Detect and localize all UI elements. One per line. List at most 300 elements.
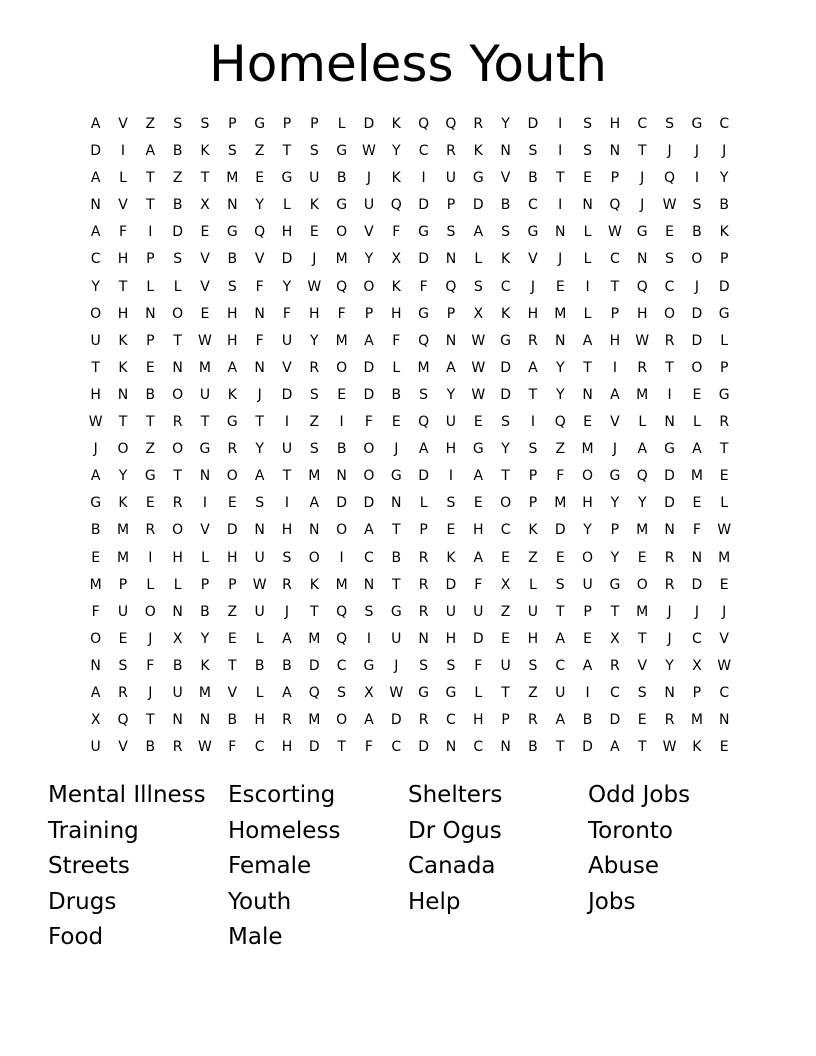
grid-letter: G <box>609 468 621 485</box>
grid-letter: N <box>199 712 211 729</box>
grid-letter: L <box>119 170 127 187</box>
grid-letter: R <box>446 143 456 160</box>
grid-letter: N <box>718 712 730 729</box>
grid-letter: S <box>419 657 429 674</box>
grid-letter: S <box>309 441 319 458</box>
grid-letter: G <box>390 603 402 620</box>
grid-letter: C <box>500 522 511 539</box>
grid-letter: E <box>118 630 128 647</box>
grid-letter: Y <box>255 441 264 458</box>
grid-letter: D <box>554 522 566 539</box>
grid-letter: J <box>257 386 262 403</box>
grid-letter: K <box>227 386 237 403</box>
grid-letter: U <box>172 684 183 701</box>
grid-letter: N <box>582 386 593 403</box>
grid-letter: L <box>474 251 483 268</box>
grid-letter: R <box>172 414 183 431</box>
grid-letter: P <box>364 305 374 322</box>
grid-letter: R <box>418 712 429 729</box>
grid-letter: Q <box>664 170 676 187</box>
grid-letter: L <box>283 197 291 214</box>
grid-letter: L <box>201 549 209 566</box>
grid-row <box>82 221 738 248</box>
word-list-item: Odd Jobs <box>588 782 691 808</box>
grid-letter: R <box>418 603 429 620</box>
grid-letter: D <box>500 359 511 376</box>
word-list-item: Help <box>408 888 461 915</box>
grid-letter: Z <box>500 603 511 620</box>
grid-letter: O <box>336 522 348 539</box>
letter-grid <box>82 113 738 763</box>
grid-letter: I <box>148 549 153 566</box>
grid-letter: P <box>228 576 237 593</box>
grid-letter: I <box>448 468 453 485</box>
grid-letter: D <box>308 739 320 756</box>
grid-letter: C <box>555 657 566 674</box>
grid-letter: C <box>691 630 702 647</box>
grid-letter: P <box>719 359 729 376</box>
grid-letter: L <box>720 332 729 349</box>
grid-letter: L <box>692 414 701 431</box>
grid-letter: T <box>391 576 401 593</box>
grid-letter: D <box>691 305 703 322</box>
grid-letter: K <box>309 197 319 214</box>
grid-letter: S <box>419 386 429 403</box>
grid-letter: W <box>307 278 322 295</box>
grid-letter: E <box>473 414 483 431</box>
grid-letter: M <box>636 522 649 539</box>
grid-letter: J <box>558 251 563 268</box>
grid-letter: B <box>528 170 538 187</box>
grid-letter: B <box>90 522 101 539</box>
grid-letter: O <box>117 441 129 458</box>
grid-letter: R <box>610 657 620 674</box>
word-list-item: Streets <box>48 853 130 880</box>
grid-letter: E <box>446 522 456 539</box>
grid-letter: E <box>719 739 729 756</box>
grid-letter: N <box>636 251 648 268</box>
grid-letter: T <box>610 278 620 295</box>
grid-letter: D <box>691 576 703 593</box>
grid-letter: E <box>255 170 265 187</box>
grid-letter: W <box>471 359 486 376</box>
grid-letter: T <box>91 359 100 376</box>
grid-letter: O <box>172 305 184 322</box>
grid-letter: W <box>252 576 267 593</box>
grid-letter: I <box>366 630 372 647</box>
grid-letter: F <box>392 332 401 349</box>
grid-letter: R <box>719 414 730 431</box>
grid-letter: G <box>527 224 539 241</box>
grid-letter: L <box>419 495 428 512</box>
grid-letter: E <box>391 414 401 431</box>
grid-row <box>82 465 738 492</box>
grid-letter: T <box>391 522 401 539</box>
grid-letter: R <box>664 712 675 729</box>
grid-letter: B <box>336 441 347 458</box>
grid-letter: D <box>363 359 375 376</box>
grid-letter: N <box>254 522 265 539</box>
grid-letter: D <box>90 143 102 160</box>
grid-letter: A <box>637 441 648 458</box>
grid-letter: O <box>336 712 348 729</box>
grid-letter: F <box>419 278 428 295</box>
grid-letter: T <box>146 170 155 187</box>
grid-letter: Y <box>118 468 128 485</box>
grid-letter: S <box>255 495 265 512</box>
grid-letter: R <box>637 359 648 376</box>
grid-letter: C <box>719 684 730 701</box>
grid-letter: Q <box>254 224 266 241</box>
grid-letter: C <box>364 549 374 566</box>
grid-letter: C <box>500 278 511 295</box>
grid-letter: A <box>692 441 702 458</box>
grid-letter: S <box>309 143 319 160</box>
grid-letter: H <box>227 305 238 322</box>
grid-letter: X <box>200 197 210 214</box>
word-list-item: Female <box>228 853 312 880</box>
grid-letter: N <box>199 468 211 485</box>
grid-letter: R <box>118 684 128 701</box>
grid-letter: V <box>637 657 648 674</box>
grid-letter: D <box>390 712 402 729</box>
grid-letter: A <box>364 522 374 539</box>
grid-letter: N <box>90 197 101 214</box>
grid-letter: C <box>719 116 730 132</box>
grid-letter: I <box>148 224 153 241</box>
grid-letter: N <box>664 522 675 539</box>
grid-letter: M <box>116 522 130 539</box>
grid-letter: K <box>200 143 210 160</box>
grid-letter: T <box>146 197 155 214</box>
grid-letter: N <box>664 684 675 701</box>
grid-letter: B <box>172 197 183 214</box>
grid-letter: H <box>527 630 539 647</box>
grid-letter: B <box>227 251 238 268</box>
grid-letter: M <box>636 386 649 403</box>
grid-letter: U <box>254 549 265 566</box>
grid-letter: S <box>309 386 319 403</box>
grid-letter: T <box>228 657 237 674</box>
grid-letter: D <box>336 495 347 512</box>
grid-letter: H <box>281 224 293 241</box>
grid-letter: Y <box>310 332 319 349</box>
grid-letter: A <box>90 224 101 241</box>
grid-letter: D <box>418 197 429 214</box>
grid-letter: T <box>200 170 210 187</box>
word-list-item: Training <box>48 817 139 844</box>
grid-letter: X <box>172 630 183 647</box>
grid-letter: B <box>719 197 730 214</box>
grid-letter: O <box>363 441 375 458</box>
grid-letter: E <box>200 305 210 322</box>
grid-letter: H <box>609 116 621 132</box>
grid-letter: N <box>363 576 375 593</box>
grid-letter: P <box>200 576 210 593</box>
grid-letter: N <box>500 143 511 160</box>
grid-letter: K <box>391 116 401 132</box>
grid-letter: C <box>664 278 675 295</box>
grid-letter: G <box>691 116 703 132</box>
grid-letter: Z <box>227 603 238 620</box>
grid-letter: J <box>667 603 672 620</box>
grid-letter: X <box>391 251 402 268</box>
grid-letter: G <box>472 170 484 187</box>
grid-letter: G <box>254 116 266 132</box>
grid-letter: E <box>637 549 647 566</box>
grid-letter: I <box>585 278 590 295</box>
grid-letter: L <box>146 278 155 295</box>
grid-letter: J <box>394 657 399 674</box>
grid-letter: K <box>118 495 128 512</box>
grid-letter: D <box>472 197 484 214</box>
grid-letter: D <box>281 251 293 268</box>
grid-letter: F <box>556 468 565 485</box>
grid-letter: Y <box>255 197 264 214</box>
grid-letter: O <box>172 386 184 403</box>
grid-letter: M <box>308 468 321 485</box>
grid-letter: Q <box>418 116 430 132</box>
grid-letter: I <box>284 495 290 512</box>
grid-row <box>82 601 738 628</box>
grid-letter: E <box>501 630 511 647</box>
grid-letter: W <box>198 332 212 349</box>
grid-letter: D <box>418 251 429 268</box>
grid-letter: M <box>554 495 567 512</box>
grid-letter: J <box>148 630 153 647</box>
grid-letter: P <box>610 305 620 322</box>
grid-letter: A <box>610 386 620 403</box>
grid-letter: P <box>118 576 128 593</box>
grid-row <box>82 519 738 546</box>
grid-letter: R <box>418 549 429 566</box>
grid-letter: Y <box>200 630 210 647</box>
grid-letter: V <box>282 359 292 376</box>
grid-letter: F <box>692 522 701 539</box>
grid-letter: S <box>282 549 292 566</box>
grid-letter: K <box>391 278 401 295</box>
grid-letter: T <box>555 170 565 187</box>
grid-letter: O <box>582 468 594 485</box>
grid-letter: S <box>501 414 511 431</box>
grid-letter: Q <box>336 630 348 647</box>
grid-letter: B <box>145 386 156 403</box>
grid-letter: S <box>637 684 647 701</box>
grid-letter: J <box>667 143 672 160</box>
grid-letter: H <box>117 251 129 268</box>
grid-letter: D <box>226 522 238 539</box>
grid-letter: A <box>418 441 429 458</box>
grid-letter: S <box>473 278 483 295</box>
grid-letter: E <box>200 224 210 241</box>
grid-letter: B <box>391 549 402 566</box>
grid-letter: M <box>636 603 649 620</box>
grid-letter: A <box>473 468 484 485</box>
grid-letter: I <box>202 495 208 512</box>
grid-letter: S <box>227 143 237 160</box>
grid-letter: S <box>446 495 456 512</box>
grid-letter: G <box>418 224 430 241</box>
grid-letter: M <box>198 359 212 376</box>
grid-letter: F <box>364 414 373 431</box>
grid-letter: T <box>665 359 674 376</box>
grid-letter: Y <box>555 386 565 403</box>
grid-letter: O <box>582 549 594 566</box>
grid-letter: I <box>612 359 617 376</box>
grid-letter: V <box>118 116 128 132</box>
grid-letter: Q <box>554 414 566 431</box>
grid-letter: M <box>226 170 239 187</box>
grid-letter: O <box>90 305 102 322</box>
grid-letter: Y <box>501 116 510 132</box>
grid-letter: U <box>90 739 101 756</box>
grid-letter: D <box>445 576 457 593</box>
grid-letter: V <box>528 251 538 268</box>
grid-letter: L <box>392 359 401 376</box>
grid-letter: N <box>336 468 347 485</box>
grid-letter: O <box>363 468 375 485</box>
grid-letter: C <box>254 739 265 756</box>
word-list-item: Drugs <box>48 888 117 915</box>
grid-letter: F <box>228 739 237 756</box>
grid-letter: K <box>446 549 456 566</box>
grid-letter: P <box>610 170 620 187</box>
grid-letter: L <box>474 684 483 701</box>
grid-letter: E <box>719 576 729 593</box>
grid-letter: W <box>88 414 103 431</box>
grid-letter: H <box>636 305 648 322</box>
grid-letter: T <box>118 278 128 295</box>
grid-letter: F <box>337 305 346 322</box>
grid-letter: X <box>473 305 484 322</box>
grid-letter: N <box>555 224 566 241</box>
grid-letter: N <box>445 332 457 349</box>
grid-letter: A <box>282 630 292 647</box>
grid-letter: A <box>90 116 101 132</box>
grid-letter: O <box>336 359 348 376</box>
grid-letter: P <box>692 684 702 701</box>
grid-letter: V <box>364 224 374 241</box>
grid-letter: G <box>718 305 730 322</box>
grid-letter: K <box>719 224 729 241</box>
grid-letter: L <box>173 278 182 295</box>
grid-letter: Z <box>254 143 265 160</box>
grid-letter: W <box>362 143 376 160</box>
grid-letter: A <box>473 224 484 241</box>
grid-letter: I <box>284 414 290 431</box>
grid-letter: E <box>555 278 565 295</box>
grid-letter: E <box>692 386 702 403</box>
grid-letter: K <box>500 305 511 322</box>
grid-letter: N <box>172 712 183 729</box>
grid-letter: Z <box>309 414 320 431</box>
grid-letter: E <box>583 414 592 431</box>
grid-letter: X <box>610 630 620 647</box>
grid-letter: R <box>172 739 183 756</box>
grid-letter: C <box>610 684 620 701</box>
grid-letter: P <box>446 305 456 322</box>
grid-letter: J <box>394 441 399 458</box>
grid-letter: U <box>500 657 511 674</box>
grid-letter: A <box>145 143 156 160</box>
grid-letter: K <box>118 359 128 376</box>
word-list-item: Male <box>228 924 283 951</box>
grid-letter: X <box>90 712 101 729</box>
grid-letter: T <box>637 739 647 756</box>
grid-letter: C <box>446 712 456 729</box>
grid-letter: J <box>722 603 727 620</box>
grid-letter: I <box>694 170 699 187</box>
grid-letter: G <box>472 441 484 458</box>
grid-letter: S <box>665 116 674 132</box>
grid-letter: A <box>555 712 566 729</box>
grid-letter: T <box>282 143 292 160</box>
grid-letter: B <box>391 386 402 403</box>
grid-letter: Z <box>528 684 538 701</box>
grid-letter: A <box>610 739 620 756</box>
grid-letter: S <box>118 657 128 674</box>
grid-letter: T <box>637 143 647 160</box>
grid-letter: Q <box>390 197 402 214</box>
grid-letter: I <box>667 386 672 403</box>
grid-letter: Y <box>610 495 620 512</box>
grid-letter: J <box>694 143 699 160</box>
grid-letter: M <box>116 549 130 566</box>
grid-letter: M <box>335 332 348 349</box>
grid-letter: T <box>118 414 128 431</box>
grid-letter: W <box>635 332 650 349</box>
grid-letter: M <box>308 630 321 647</box>
grid-letter: N <box>445 739 457 756</box>
grid-letter: W <box>607 224 622 241</box>
grid-letter: J <box>694 603 699 620</box>
grid-letter: P <box>610 522 620 539</box>
grid-letter: B <box>172 143 183 160</box>
word-list-item: Canada <box>408 853 496 880</box>
grid-letter: P <box>528 468 538 485</box>
grid-letter: N <box>90 657 101 674</box>
grid-letter: O <box>500 495 512 512</box>
grid-letter: N <box>500 739 511 756</box>
grid-letter: S <box>583 116 593 132</box>
grid-letter: D <box>363 116 375 132</box>
grid-letter: O <box>363 278 375 295</box>
grid-letter: E <box>227 495 237 512</box>
grid-letter: S <box>200 116 210 132</box>
grid-letter: S <box>528 441 538 458</box>
grid-letter: W <box>389 684 404 701</box>
grid-letter: K <box>473 143 483 160</box>
grid-letter: C <box>418 143 429 160</box>
grid-letter: B <box>692 224 702 241</box>
grid-letter: M <box>308 712 321 729</box>
grid-row <box>82 113 738 140</box>
grid-letter: S <box>665 251 674 268</box>
grid-letter: E <box>309 224 319 241</box>
grid-letter: F <box>282 305 291 322</box>
grid-letter: L <box>583 224 592 241</box>
grid-letter: O <box>226 468 238 485</box>
grid-letter: W <box>717 657 732 674</box>
grid-row <box>82 709 738 736</box>
grid-letter: D <box>363 386 375 403</box>
grid-letter: G <box>636 224 648 241</box>
grid-letter: T <box>583 359 592 376</box>
grid-letter: C <box>90 251 101 268</box>
grid-letter: N <box>582 197 593 214</box>
grid-letter: S <box>583 143 593 160</box>
grid-letter: T <box>200 414 210 431</box>
